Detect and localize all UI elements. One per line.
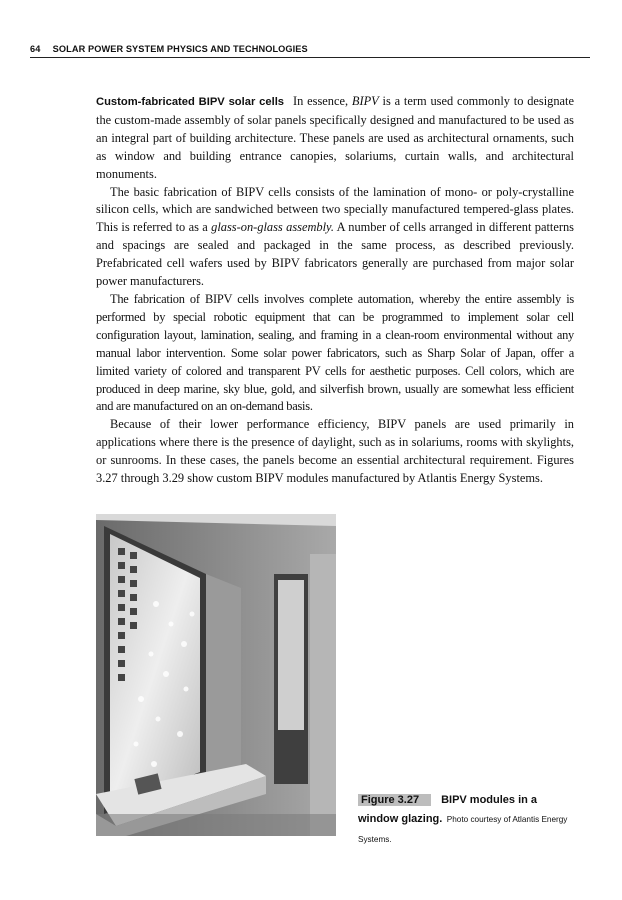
body-text (96, 93, 574, 488)
p1-emphasis: BIPV (351, 94, 379, 108)
figure-credit: Photo courtesy of Atlantis Energy Systems. (358, 815, 568, 844)
running-header (30, 44, 590, 54)
figure-title: BIPV modules in a window glazing. (358, 794, 538, 825)
bipv-window-photo (96, 514, 336, 836)
p1-text-b: is a term used commonly to designate the custom-made assembly of solar panels specifically designed and manufactured to be used as an integral part of building architecture. These panels are used as architectural ornaments, such as window and building entrance canopies, solariums, curtain walls, and architectural monuments. (96, 94, 575, 181)
paragraph-4: Because of their lower performance efficiency, BIPV panels are used primarily in applications where there is the presence of daylight, such as in solariums, rooms with skylights, or sunrooms. In these cases, the panels become an essential architectural requirement. Figures 3.27 through 3.29 show custom BIPV modules manufactured by Atlantis Energy Systems. (96, 417, 574, 486)
figure-caption (358, 790, 578, 849)
p2-text-b: A number of cells arranged in different patterns and spacings are sealed and packaged in the same process, as described previously. Prefabricated cell wafers used by BIPV fabricators generally are purchased from major solar power manufacturers. (96, 220, 574, 289)
running-title: SOLAR POWER SYSTEM PHYSICS AND TECHNOLOGIES (52, 44, 308, 54)
section-runin-heading: Custom-fabricated BIPV solar cells (96, 96, 285, 108)
paragraph-3: The fabrication of BIPV cells involves complete automation, whereby the entire assembly is performed by special robotic equipment that can be programmed to implement solar cell configuration layout, lamination, sealing, and framing in a clean-room environmental without any manual labor intervention. Some solar power fabricators, such as Sharp Solar of Japan, offer a limited variety of colored and transparent PV cells for aesthetic purposes. Cell colors, which are produced in deep marine, sky blue, gold, and silverfish brown, usually are somewhat less efficient and are manufactured on an on-demand basis. (96, 291, 574, 414)
page-number: 64 (30, 44, 41, 54)
p1-text-a: In essence, (293, 94, 352, 108)
p2-emphasis: glass-on-glass assembly. (211, 220, 334, 235)
figure-label: Figure 3.27 (358, 794, 431, 806)
paragraph-1 (96, 93, 574, 184)
paragraph-2 (96, 184, 574, 291)
header-rule (30, 57, 590, 58)
p2-text-a: The basic fabrication of BIPV cells consists of the lamination of mono- or poly-crystalline silicon cells, which are sandwiched between two specially manufactured tempered-glass plates. This is referred to as a (96, 184, 574, 235)
